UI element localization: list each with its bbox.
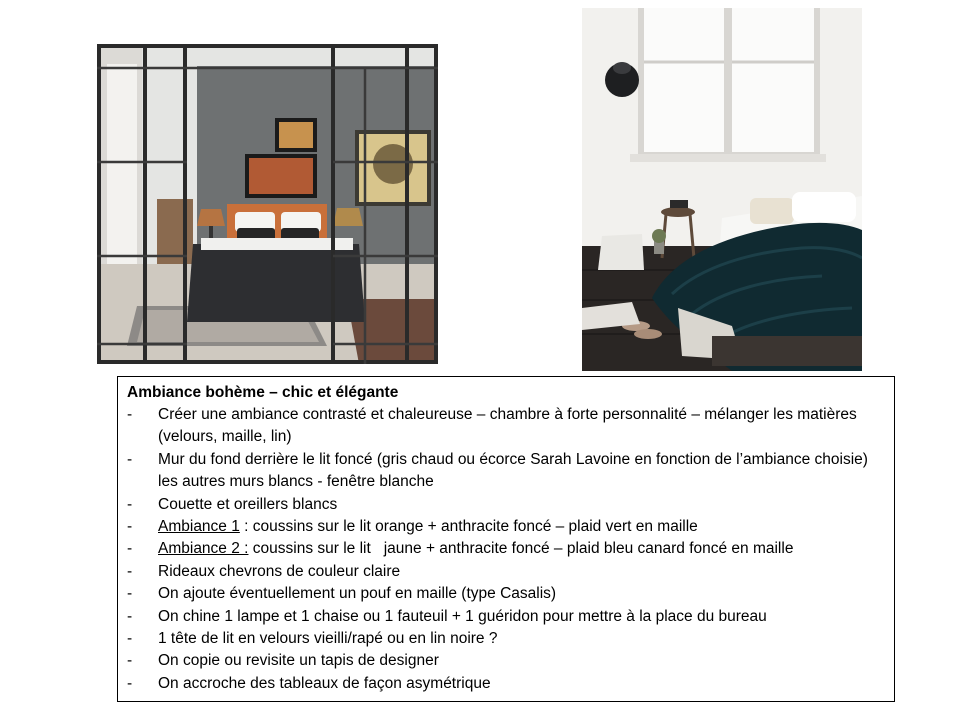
box-title: Ambiance bohème – chic et élégante [127, 384, 399, 401]
item-label-underlined: Ambiance 2 : [158, 540, 249, 558]
list-item [127, 494, 886, 516]
item-text: coussins sur le lit jaune + anthracite foncé – plaid bleu canard foncé en maille [248, 540, 794, 558]
bedroom-photo-left-art [97, 44, 438, 364]
bullet-dash: - [127, 450, 133, 468]
item-text: : coussins sur le lit orange + anthracite foncé – plaid vert en maille [239, 518, 698, 536]
list-item [127, 583, 886, 605]
bedroom-photo-right-art [582, 8, 862, 371]
bullet-dash: - [127, 630, 133, 648]
item-text: Créer une ambiance contrasté et chaleureuse – chambre à forte personnalité – mélanger les matières (velours, maille, lin) [158, 406, 857, 446]
item-text: 1 tête de lit en velours vieilli/rapé ou en lin noire ? [158, 630, 498, 648]
bullet-list [127, 404, 886, 695]
item-text: On ajoute éventuellement un pouf en maille (type Casalis) [158, 585, 557, 603]
item-text: On accroche des tableaux de façon asymétrique [158, 674, 491, 692]
item-text: On copie ou revisite un tapis de designer [158, 652, 439, 670]
bullet-dash: - [127, 674, 133, 692]
bullet-dash: - [127, 518, 133, 536]
bullet-dash: - [127, 495, 133, 513]
list-item [127, 538, 886, 560]
list-item [127, 650, 886, 672]
description-box [117, 376, 895, 702]
item-text: On chine 1 lampe et 1 chaise ou 1 fauteuil + 1 guéridon pour mettre à la place du bureau [158, 607, 767, 625]
list-item [127, 628, 886, 650]
list-item [127, 673, 886, 695]
bedroom-photo-right [582, 8, 862, 371]
bullet-dash: - [127, 585, 133, 603]
bullet-dash: - [127, 607, 133, 625]
item-text: Mur du fond derrière le lit foncé (gris chaud ou écorce Sarah Lavoine en fonction de l’ambiance choisie) les autres murs blancs - fenêtre blanche [158, 450, 868, 491]
list-item [127, 606, 886, 628]
list-item [127, 561, 886, 583]
list-item [127, 404, 886, 449]
bullet-dash: - [127, 406, 133, 423]
list-item [127, 449, 886, 494]
item-text: Couette et oreillers blancs [158, 495, 338, 513]
bedroom-photo-left [97, 44, 438, 364]
bullet-dash: - [127, 652, 133, 670]
bullet-dash: - [127, 562, 133, 580]
bullet-dash: - [127, 540, 133, 558]
item-label-underlined: Ambiance 1 [158, 518, 240, 536]
item-text: Rideaux chevrons de couleur claire [158, 562, 401, 580]
list-item [127, 516, 886, 538]
